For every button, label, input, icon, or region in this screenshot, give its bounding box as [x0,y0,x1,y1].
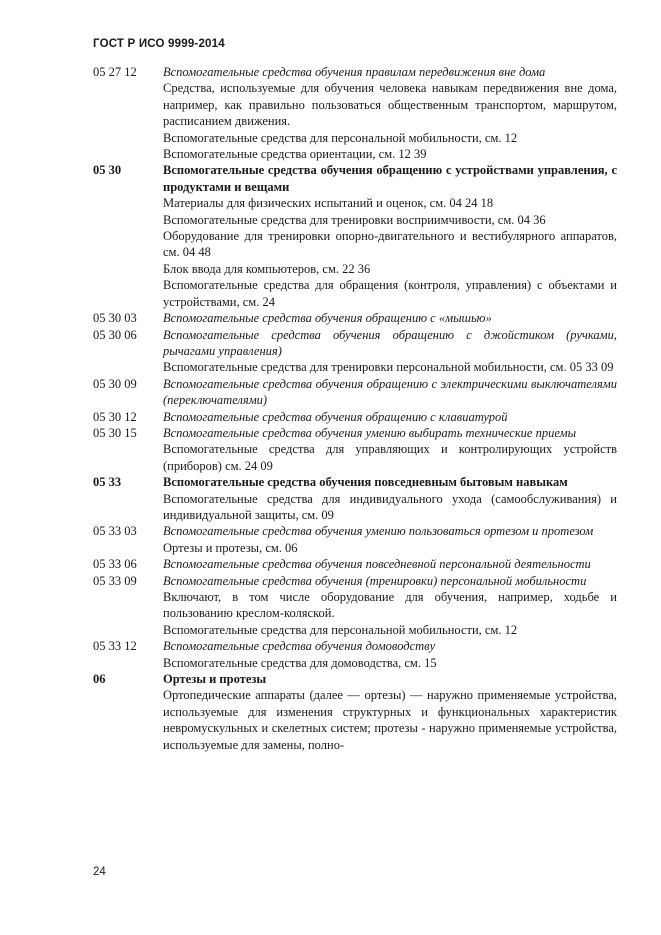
entry-title: Вспомогательные средства обучения умению пользоваться ортезом и протезом [163,524,594,539]
entry-body [163,523,617,556]
entry-title: Вспомогательные средства обучения обращению с клавиатурой [163,409,508,424]
entry-paragraph: Средства, используемые для обучения человека навыкам передвижения вне дома, например, как правильно пользоваться общественным транспортом, маршрутом, расписанием движения. [163,81,617,129]
entry-code: 05 33 [93,475,122,490]
classification-list [93,64,617,753]
entry-paragraph: Вспомогательные средства для тренировки восприимчивости, см. 04 36 [163,212,546,227]
entry-body [163,474,617,523]
entry-title: Вспомогательные средства обучения обращению с джойстиком (ручками, рычагами управления) [163,327,617,358]
entry-paragraph: Ортезы и протезы, см. 06 [163,540,298,555]
entry-code: 05 30 15 [93,425,137,440]
entry-paragraph: Вспомогательные средства для персональной мобильности, см. 12 [163,622,518,637]
entry-code: 06 [93,672,106,687]
entry-title: Ортезы и протезы [163,672,267,687]
entry-paragraph: Блок ввода для компьютеров, см. 22 36 [163,261,371,276]
entry-paragraph: Оборудование для тренировки опорно-двигательного и вестибулярного аппаратов, см. 04 48 [163,229,617,260]
entry-title: Вспомогательные средства обучения повседневной персональной деятельности [163,557,591,572]
entry-title: Вспомогательные средства обучения обращению с устройствами управления, с продуктами и вещами [163,163,617,194]
entry-body [163,671,617,753]
entry-body [163,376,617,409]
entry-body [163,573,617,639]
classification-entry [93,573,617,639]
entry-title: Вспомогательные средства обучения домоводству [163,639,436,654]
entry-body [163,327,617,376]
entry-paragraph: Вспомогательные средства для индивидуального ухода (самообслуживания) и индивидуальной защиты, см. 09 [163,491,617,522]
entry-code: 05 33 12 [93,639,137,654]
entry-code: 05 33 03 [93,524,137,539]
classification-entry [93,376,617,409]
entry-body [163,162,617,310]
entry-title: Вспомогательные средства обучения правилам передвижения вне дома [163,65,546,79]
entry-code: 05 30 06 [93,327,137,342]
entry-body [163,556,617,572]
entry-paragraph: Вспомогательные средства ориентации, см. 12 39 [163,147,427,162]
classification-entry [93,327,617,376]
classification-entry [93,409,617,425]
entry-paragraph: Вспомогательные средства для тренировки персональной мобильности, см. 05 33 09 [163,360,614,375]
entry-paragraph: Материалы для физических испытаний и оценок, см. 04 24 18 [163,196,494,211]
entry-code: 05 33 06 [93,557,137,572]
page-number: 24 [93,866,106,878]
entry-body [163,409,617,425]
entry-code: 05 27 12 [93,65,137,79]
classification-entry [93,474,617,523]
classification-entry [93,523,617,556]
entry-code: 05 30 [93,163,122,178]
document-header: ГОСТ Р ИСО 9999-2014 [93,38,225,50]
entry-title: Вспомогательные средства обучения (тренировки) персональной мобильности [163,573,587,588]
classification-entry [93,64,617,162]
entry-paragraph: Вспомогательные средства для обращения (контроля, управления) с объектами и устройствами, см. 24 [163,278,617,309]
entry-body [163,64,617,162]
entry-body [163,638,617,671]
entry-code: 05 30 03 [93,311,137,326]
entry-body [163,425,617,474]
entry-title: Вспомогательные средства обучения повседневным бытовым навыкам [163,475,568,490]
entry-code: 05 30 12 [93,409,137,424]
classification-entry [93,162,617,310]
entry-body [163,310,617,326]
entry-code: 05 33 09 [93,573,137,588]
entry-paragraph: Ортопедические аппараты (далее — ортезы) — наружно применяемые устройства, используемые для изменения структурных и функциональных характеристик невромускульных и скелетных систем; протезы - наружно применяемые устройства, используемые для замены, полно- [163,688,617,752]
entry-title: Вспомогательные средства обучения умению выбирать технические приемы [163,425,577,440]
classification-entry [93,638,617,671]
entry-code: 05 30 09 [93,376,137,391]
classification-entry [93,671,617,753]
entry-paragraph: Вспомогательные средства для управляющих и контролирующих устройств (приборов) см. 24 09 [163,442,617,473]
entry-paragraph: Вспомогательные средства для домоводства, см. 15 [163,655,437,670]
entry-title: Вспомогательные средства обучения обращению с электрическими выключателями (переключателями) [163,376,617,408]
classification-entry [93,425,617,474]
classification-entry [93,556,617,572]
entry-paragraph: Включают, в том числе оборудование для обучения, например, ходьбе и пользованию креслом-коляской. [163,590,617,621]
entry-title: Вспомогательные средства обучения обращению с «мышью» [163,311,492,326]
classification-entry [93,310,617,326]
entry-paragraph: Вспомогательные средства для персональной мобильности, см. 12 [163,130,518,145]
